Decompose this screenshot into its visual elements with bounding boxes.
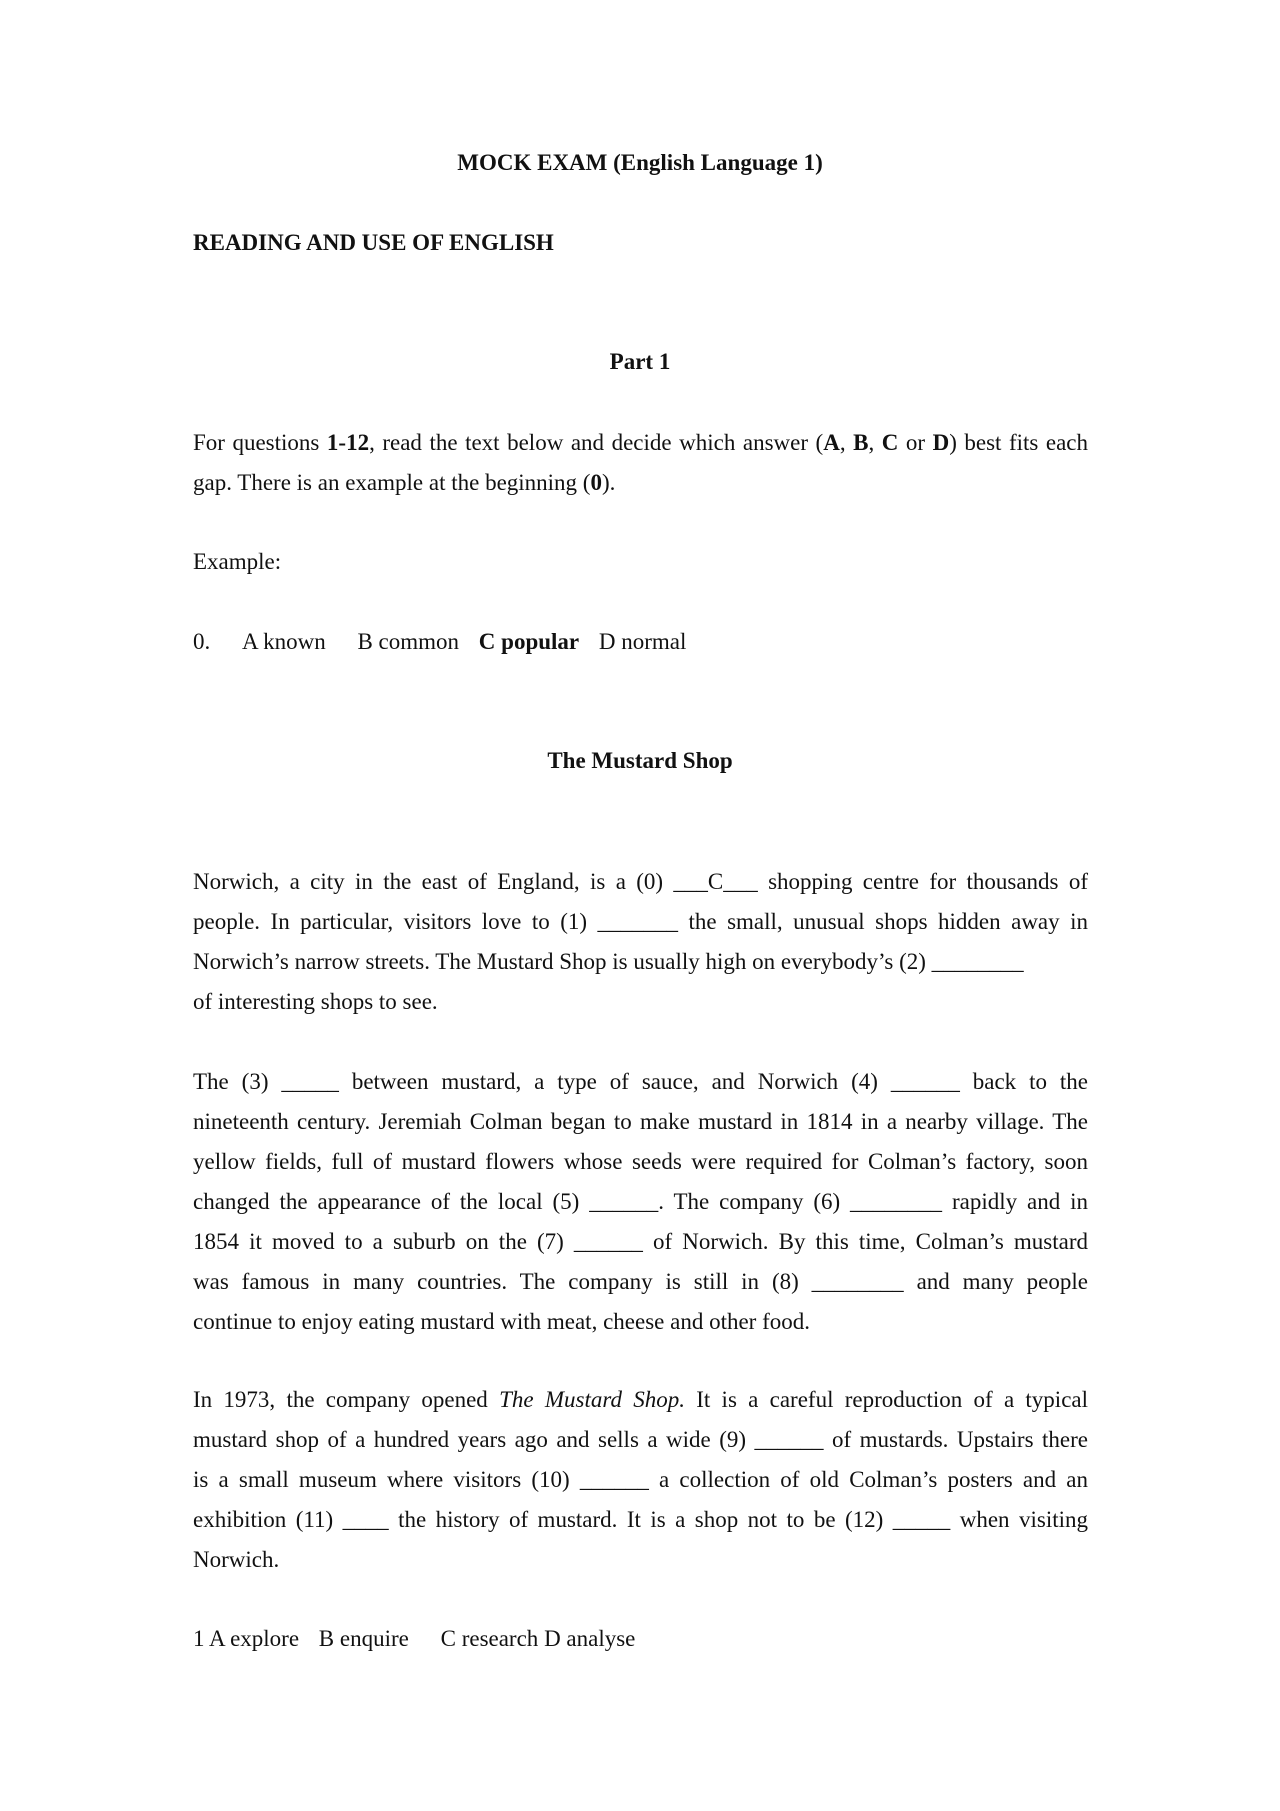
question-1-number: 1 [193,1626,205,1651]
example-option-d: D normal [598,629,687,654]
example-label: Example: [193,549,282,574]
example-option-c: C popular [478,629,580,654]
passage-paragraph-2: The (3) _____ between mustard, a type of sauce, and Norwich (4) ______ back to the nineteenth century. Jeremiah Colman began to make mustard in 1814 in a nearby village. The yellow fields, full of mustard flowers whose seeds were required for Colman’s factory, soon changed the appearance of the local (5) ______. The company (6) ________ rapidly and in 1854 it moved to a suburb on the (7) ______ of Norwich. By this time, Colman’s mustard was famous in many countries. The company is still in (8) ________ and many people continue to enjoy eating mustard with meat, cheese and other food. [193,1069,1088,1334]
question-1-options [193,1626,635,1652]
question-1-option-d: D analyse [544,1626,636,1651]
passage-paragraph-3: In 1973, the company opened The Mustard Shop. It is a careful reproduction of a typical mustard shop of a hundred years ago and sells a wide (9) ______ of mustards. Upstairs there is a small museum where visitors (10) ______ a collection of old Colman’s posters and an exhibition (11) ____ the history of mustard. It is a shop not to be (12) _____ when visiting Norwich. [193,1387,1089,1572]
example-option-a: A known [242,629,326,654]
exam-title: MOCK EXAM (English Language 1) [457,150,823,175]
question-1-option-b: B enquire [318,1626,409,1651]
example-option-b: B common [357,629,460,654]
passage-title: The Mustard Shop [547,748,733,773]
example-number: 0. [193,629,211,654]
example-options [193,629,686,655]
instructions: For questions 1-12, read the text below and decide which answer (A, B, C or D) best fits each gap. There is an example at the beginning (0). [193,430,1088,495]
question-1-option-c: C research [440,1626,539,1651]
section-title: READING AND USE OF ENGLISH [193,230,554,255]
part-title: Part 1 [609,349,671,374]
question-1-option-a: A explore [208,1626,300,1651]
shop-name-italic: The Mustard Shop. [499,1387,685,1412]
question-range: 1-12 [326,430,370,455]
passage-paragraph-1: Norwich, a city in the east of England, is a (0) ___C___ shopping centre for thousands of people. In particular, visitors love to (1) _______ the small, unusual shops hidden away in Norwich’s narrow streets. The Mustard Shop is usually high on everybody’s (2) ________ of interesting shops to see. [193,869,1088,1014]
